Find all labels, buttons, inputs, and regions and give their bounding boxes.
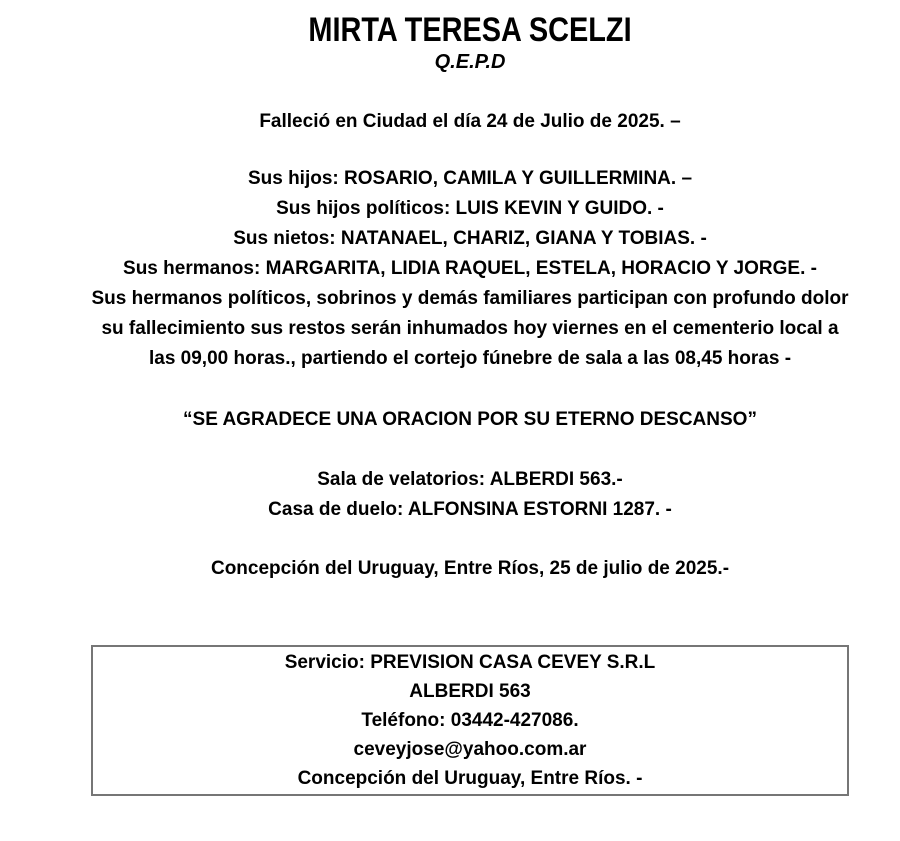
prayer-request-line: “SE AGRADECE UNA ORACION POR SU ETERNO DESCANSO” — [183, 409, 757, 430]
mourning-house-line: Casa de duelo: ALFONSINA ESTORNI 1287. - — [268, 499, 672, 520]
family-line-children: Sus hijos: ROSARIO, CAMILA Y GUILLERMINA. – — [247, 168, 693, 189]
family-line-children-in-law: Sus hijos políticos: LUIS KEVIN Y GUIDO. - — [276, 198, 664, 219]
city-dateline: Concepción del Uruguay, Entre Ríos, 25 de julio de 2025.- — [210, 558, 730, 579]
family-line-siblings: Sus hermanos: MARGARITA, LIDIA RAQUEL, ESTELA, HORACIO Y JORGE. - — [123, 258, 817, 279]
service-email-line: ceveyjose@yahoo.com.ar — [353, 739, 587, 760]
service-phone-line: Teléfono: 03442-427086. — [361, 710, 579, 731]
death-announcement-line: Falleció en Ciudad el día 24 de Julio de 2025. – — [259, 111, 681, 132]
service-city-line: Concepción del Uruguay, Entre Ríos. - — [297, 768, 643, 789]
deceased-name-title: MIRTA TERESA SCELZI — [308, 11, 632, 49]
service-address-line: ALBERDI 563 — [409, 681, 531, 702]
service-provider-line: Servicio: PREVISION CASA CEVEY S.R.L — [284, 652, 656, 673]
participation-paragraph: Sus hermanos políticos, sobrinos y demás familiares participan con profundo dolor su fallecimiento sus restos serán inhumados hoy viernes en el cementerio local a las 09,00 horas., partiendo el cortejo fúnebre de sala a las 08,45 horas - — [91, 288, 849, 369]
address-block — [91, 465, 849, 525]
wake-location-line: Sala de velatorios: ALBERDI 563.- — [317, 469, 623, 490]
qepd-subtitle: Q.E.P.D — [434, 51, 506, 73]
funeral-service-box — [91, 645, 849, 796]
family-line-grandchildren: Sus nietos: NATANAEL, CHARIZ, GIANA Y TOBIAS. - — [233, 228, 707, 249]
family-participation-block — [91, 164, 849, 374]
obituary-notice — [91, 0, 849, 796]
